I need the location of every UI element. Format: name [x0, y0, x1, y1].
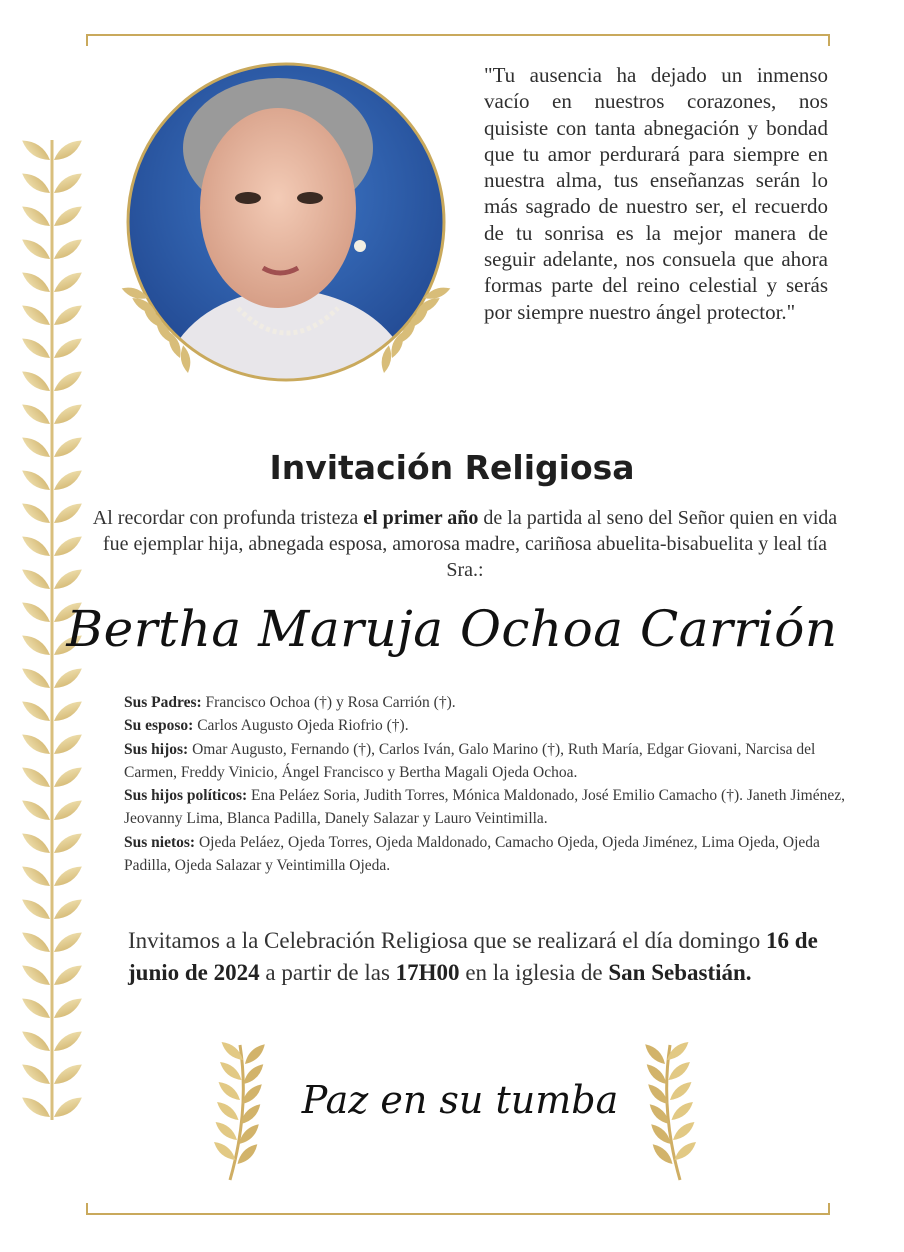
leaf-icon: [51, 499, 85, 528]
leaf-icon: [667, 1079, 694, 1104]
family-list: [124, 691, 859, 877]
leaf-icon: [51, 565, 85, 594]
leaf-icon: [19, 400, 53, 429]
leaf-icon: [19, 730, 53, 759]
bottom-left-tick: [86, 1203, 88, 1215]
family-label: Sus nietos:: [124, 833, 196, 851]
leaf-icon: [211, 1139, 238, 1164]
leaf-icon: [242, 1041, 268, 1067]
family-in-laws: [124, 784, 859, 831]
leaf-icon: [19, 697, 53, 726]
leaf-icon: [19, 961, 53, 990]
leaf-icon: [19, 895, 53, 924]
bottom-border: [86, 1213, 830, 1215]
leaf-icon: [19, 301, 53, 330]
leaf-icon: [214, 1099, 241, 1124]
family-grandchildren: [124, 831, 859, 878]
leaf-icon: [217, 1059, 244, 1084]
leaf-icon: [19, 829, 53, 858]
right-wheat-icon: [570, 1040, 700, 1190]
family-text: Carlos Augusto Ojeda Riofrio (†).: [193, 717, 409, 735]
leaf-icon: [51, 961, 85, 990]
leaf-icon: [51, 202, 85, 231]
leaf-icon: [19, 367, 53, 396]
top-border: [86, 34, 830, 36]
leaf-icon: [670, 1119, 697, 1144]
leaf-icon: [669, 1099, 696, 1124]
leaf-icon: [51, 730, 85, 759]
leaf-icon: [51, 862, 85, 891]
intro-bold: el primer año: [363, 507, 479, 529]
family-text: Ojeda Peláez, Ojeda Torres, Ojeda Maldonado, Camacho Ojeda, Ojeda Jiménez, Lima Ojeda, Ojeda Padilla, Ojeda Salazar y Veintimilla Ojeda.: [124, 833, 820, 875]
leaf-icon: [19, 664, 53, 693]
leaf-icon: [19, 169, 53, 198]
family-text: Omar Augusto, Fernando (†), Carlos Iván, Galo Marino (†), Ruth María, Edgar Giovani, Narcisa del Carmen, Freddy Vinicio, Ángel Francisco y Bertha Magali Ojeda Ochoa.: [124, 740, 816, 781]
leaf-icon: [51, 1093, 85, 1122]
leaf-icon: [19, 532, 53, 561]
leaf-icon: [216, 1079, 243, 1104]
leaf-icon: [51, 763, 85, 792]
leaf-icon: [19, 928, 53, 957]
family-label: Sus hijos políticos:: [124, 787, 248, 805]
leaf-icon: [19, 268, 53, 297]
event-place: San Sebastián.: [608, 960, 752, 985]
leaf-icon: [51, 1027, 85, 1056]
leaf-icon: [213, 1119, 240, 1144]
leaf-icon: [51, 829, 85, 858]
leaf-icon: [19, 202, 53, 231]
leaf-icon: [51, 400, 85, 429]
leaf-icon: [672, 1139, 699, 1164]
leaf-icon: [51, 367, 85, 396]
family-text: Ena Peláez Soria, Judith Torres, Mónica Maldonado, José Emilio Camacho (†). Janeth Jiménez, Jeovanny Lima, Blanca Padilla, Danely Salazar y Lauro Veintimilla.: [124, 787, 845, 828]
page-title: Invitación Religiosa: [269, 448, 635, 487]
deceased-name: Bertha Maruja Ochoa Carrión: [66, 600, 838, 658]
leaf-icon: [19, 1060, 53, 1089]
family-children: [124, 738, 859, 785]
leaf-icon: [51, 334, 85, 363]
intro-text-2: de la partida al seno del Señor quien en vida fue ejemplar hija, abnegada esposa, amorosa madre, cariñosa abuelita-bisabuelita y leal tía Sra.:: [102, 507, 838, 581]
invite-text: en la iglesia de: [459, 960, 609, 985]
event-date: 16 de junio de 2024: [128, 928, 818, 985]
leaf-icon: [51, 928, 85, 957]
leaf-icon: [642, 1041, 668, 1067]
event-time: 17H00: [395, 960, 460, 985]
leaf-icon: [51, 697, 85, 726]
bottom-right-tick: [828, 1203, 830, 1215]
leaf-icon: [666, 1059, 693, 1084]
portrait-photo: [118, 58, 454, 398]
family-label: Sus hijos:: [124, 740, 189, 758]
leaf-icon: [19, 140, 53, 165]
invite-text: Invitamos a la Celebración Religiosa que se realizará el día domingo: [128, 928, 767, 953]
leaf-icon: [19, 334, 53, 363]
leaf-icon: [51, 301, 85, 330]
family-spouse: [124, 714, 859, 737]
invitation-details: [128, 925, 848, 989]
leaf-icon: [19, 994, 53, 1023]
leaf-icon: [51, 169, 85, 198]
leaf-icon: [51, 532, 85, 561]
leaf-icon: [51, 796, 85, 825]
leaf-icon: [51, 994, 85, 1023]
leaf-icon: [19, 763, 53, 792]
intro-text-1: Al recordar con profunda tristeza: [92, 507, 364, 529]
leaf-icon: [19, 235, 53, 264]
leaf-icon: [51, 1060, 85, 1089]
leaf-icon: [19, 499, 53, 528]
closing-phrase: Paz en su tumba: [301, 1078, 619, 1122]
leaf-icon: [19, 565, 53, 594]
leaf-icon: [51, 140, 85, 165]
invite-text: a partir de las: [259, 960, 396, 985]
family-label: Su esposo:: [124, 717, 194, 735]
leaf-icon: [51, 268, 85, 297]
leaf-icon: [51, 895, 85, 924]
leaf-icon: [19, 1027, 53, 1056]
leaf-icon: [51, 235, 85, 264]
family-label: Sus Padres:: [124, 694, 202, 711]
leaf-icon: [19, 1093, 53, 1122]
family-text: Francisco Ochoa (†) y Rosa Carrión (†).: [201, 694, 456, 711]
leaf-icon: [19, 862, 53, 891]
top-right-tick: [828, 34, 830, 46]
portrait: [118, 58, 454, 398]
top-left-tick: [86, 34, 88, 46]
intro-paragraph: [90, 505, 840, 583]
family-parents: [124, 691, 859, 714]
leaf-icon: [19, 796, 53, 825]
memorial-quote: "Tu ausencia ha dejado un inmenso vacío en nuestros corazones, nos quisiste con tanta abnegación y bondad que tu amor perdurará para siempre en nuestra alma, tus enseñanzas serán lo más sagrado de nuestro ser, el recuerdo de tu sonrisa es la mejor manera de seguir adelante, nos consuela que ahora formas parte del reino celestial y serás por siempre nuestro ángel protector.": [484, 63, 828, 324]
leaf-icon: [51, 664, 85, 693]
